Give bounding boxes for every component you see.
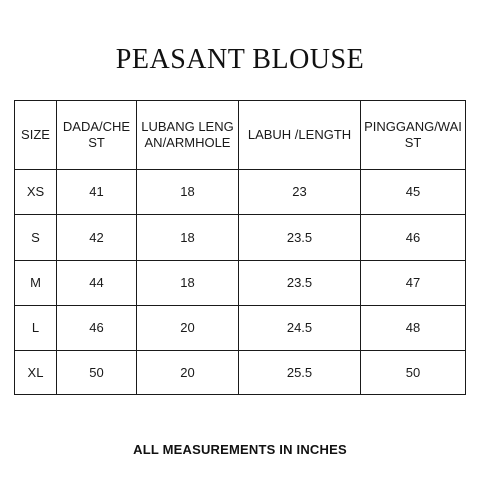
cell-armhole: 18 [137, 215, 239, 261]
cell-length: 23.5 [239, 261, 361, 306]
header-length: LABUH /LENGTH [239, 101, 361, 170]
cell-armhole: 20 [137, 306, 239, 351]
cell-size: S [15, 215, 57, 261]
cell-size: M [15, 261, 57, 306]
page-title: PEASANT BLOUSE [115, 44, 365, 75]
cell-chest: 46 [57, 306, 137, 351]
cell-length: 23 [239, 170, 361, 215]
table-row [15, 170, 466, 215]
cell-armhole: 18 [137, 261, 239, 306]
table-header-row [15, 101, 466, 170]
header-size: SIZE [15, 101, 57, 170]
cell-chest: 44 [57, 261, 137, 306]
cell-waist: 50 [361, 351, 466, 395]
table-row [15, 215, 466, 261]
cell-waist: 45 [361, 170, 466, 215]
measurement-note: ALL MEASUREMENTS IN INCHES [133, 442, 347, 457]
cell-chest: 41 [57, 170, 137, 215]
table-row [15, 261, 466, 306]
header-armhole: LUBANG LENGAN/ARMHOLE [137, 101, 239, 170]
table-row [15, 351, 466, 395]
cell-chest: 50 [57, 351, 137, 395]
cell-size: XS [15, 170, 57, 215]
cell-waist: 48 [361, 306, 466, 351]
cell-size: XL [15, 351, 57, 395]
cell-length: 24.5 [239, 306, 361, 351]
header-waist: PINGGANG/WAIST [361, 101, 466, 170]
cell-length: 23.5 [239, 215, 361, 261]
cell-waist: 47 [361, 261, 466, 306]
cell-armhole: 18 [137, 170, 239, 215]
cell-size: L [15, 306, 57, 351]
cell-armhole: 20 [137, 351, 239, 395]
size-chart-table [14, 100, 466, 395]
cell-length: 25.5 [239, 351, 361, 395]
header-chest: DADA/CHEST [57, 101, 137, 170]
cell-waist: 46 [361, 215, 466, 261]
table-row [15, 306, 466, 351]
cell-chest: 42 [57, 215, 137, 261]
